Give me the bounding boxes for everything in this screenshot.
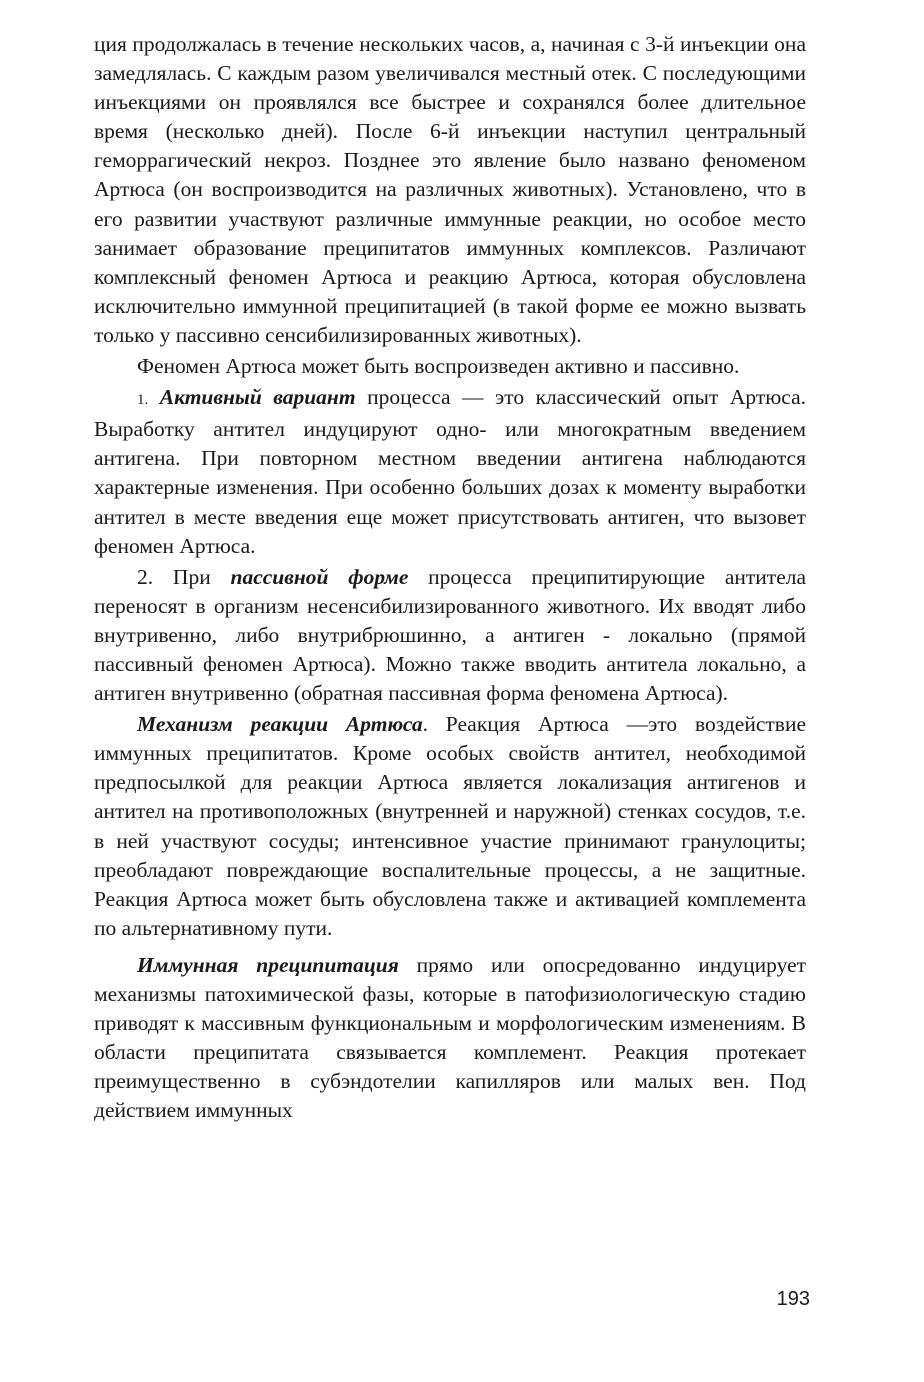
paragraph-2 [94, 352, 806, 381]
paragraph-1-text: ция продолжалась в течение нескольких часов, а, начиная с 3-й инъекции она замедлялась. С каждым разом увеличивался местный отек. С последующими инъекциями он проявлялся все быстрее и сохранялся более длительное время (несколько дней). После 6-й инъекции наступил центральный геморрагический некроз. Позднее это явление было названо феноменом Артюса (он воспроизводится на различных животных). Установлено, что в его развитии участвуют различные иммунные реакции, но особое место занимает образование преципитатов иммунных комплексов. Различают комплексный феномен Артюса и реакцию Артюса, которая обусловлена исключительно иммунной преципитацией (в такой форме ее можно вызвать только у пассивно сенсибилизированных животных). [94, 32, 806, 347]
paragraph-6 [94, 951, 806, 1126]
paragraph-4-lead: 2. При [137, 564, 231, 589]
paragraph-3 [94, 383, 806, 561]
page-number: 193 [776, 1288, 810, 1310]
paragraph-4-text: процесса преципитирующие антитела переносят в организм несенсибилизированного животного. Их вводят либо внутривенно, либо внутрибрюшинно, а антиген - локально (прямой пассивный феномен Артюса). Можно также вводить антитела локально, а антиген внутривенно (обратная пассивная форма феномена Артюса). [94, 564, 807, 706]
term-immune-precipitation: Иммунная преципитация [137, 952, 399, 977]
paragraph-4 [94, 563, 806, 708]
term-passive-form: пассивной форме [230, 564, 409, 589]
paragraph-6-text: прямо или опосредованно индуцирует механизмы патохимической фазы, которые в патофизиологическую стадию приводят к массивным функциональным и морфологическим изменениям. В области преципитата связывается комплемент. Реакция протекает преимущественно в субэндотелии капилляров или малых вен. Под действием иммунных [94, 952, 807, 1123]
paragraph-1 [94, 30, 806, 350]
term-arthus-mechanism: Механизм реакции Артюса [137, 712, 423, 737]
paragraph-3-text: процесса — это классический опыт Артюса. Выработку антител индуцируют одно- или многократным введением антигена. При повторном местном введении антигена наблюдаются характерные изменения. При особенно больших дозах к моменту выработки антител в месте введения еще может присутствовать антиген, что вызовет феномен Артюса. [94, 385, 806, 558]
list-number-1: 1. [137, 392, 149, 409]
paragraph-2-text: Феномен Артюса может быть воспроизведен активно и пассивно. [137, 354, 740, 379]
term-active-variant: Активный вариант [159, 385, 356, 410]
body-text [94, 30, 806, 1125]
paragraph-5-text: . Реакция Артюса —это воздействие иммунных преципитатов. Кроме особых свойств антител, необходимой предпосылкой для реакции Артюса является локализация антигенов и антител на противоположных (внутренней и наружной) стенках сосудов, т.е. в ней участвуют сосуды; интенсивное участие принимают гранулоциты; преобладают повреждающие воспалительные процессы, а не защитные. Реакция Артюса может быть обусловлена также и активацией комплемента по альтернативному пути. [94, 712, 806, 940]
paragraph-5 [94, 710, 806, 943]
